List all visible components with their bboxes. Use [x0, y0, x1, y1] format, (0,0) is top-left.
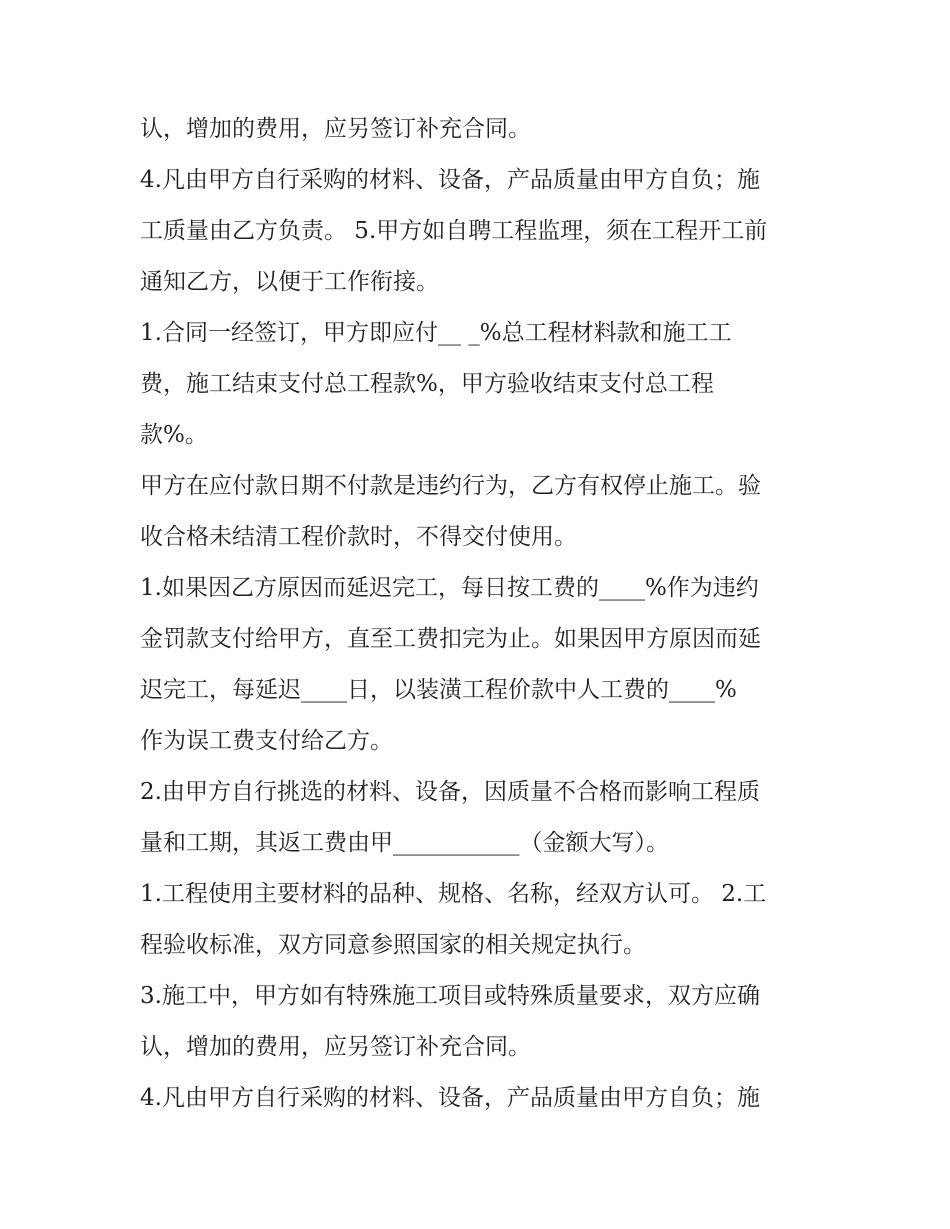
text-line: 1.工程使用主要材料的品种、规格、名称，经双方认可。 2.工 — [140, 881, 767, 907]
text-line: 迟完工，每延迟____日，以装潢工程价款中人工费的____% — [140, 677, 737, 703]
text-line: 费，施工结束支付总工程款%，甲方验收结束支付总工程 — [140, 371, 714, 397]
text-line: 收合格未结清工程价款时，不得交付使用。 — [140, 524, 577, 550]
text-line: 2.由甲方自行挑选的材料、设备，因质量不合格而影响工程质 — [140, 779, 760, 805]
text-line: 款%。 — [140, 422, 208, 448]
text-line: 4.凡由甲方自行采购的材料、设备，产品质量由甲方自负；施 — [140, 1085, 760, 1111]
text-line: 量和工期，其返工费由甲___________（金额大写）。 — [140, 830, 669, 856]
text-line: 金罚款支付给甲方，直至工费扣完为止。如果因甲方原因而延 — [140, 626, 761, 652]
document-body — [140, 104, 812, 1124]
text-line: 通知乙方，以便于工作衔接。 — [140, 269, 439, 295]
text-line: 甲方在应付款日期不付款是违约行为，乙方有权停止施工。验 — [140, 473, 761, 499]
text-line: 1.合同一经签订，甲方即应付__ _%总工程材料款和施工工 — [140, 320, 732, 346]
text-line: 认，增加的费用，应另签订补充合同。 — [140, 1034, 531, 1060]
text-line: 认，增加的费用，应另签订补充合同。 — [140, 116, 531, 142]
text-line: 3.施工中，甲方如有特殊施工项目或特殊质量要求，双方应确 — [140, 983, 760, 1009]
text-line: 1.如果因乙方原因而延迟完工，每日按工费的____%作为违约 — [140, 575, 759, 601]
text-line: 作为误工费支付给乙方。 — [140, 728, 393, 754]
text-line: 工质量由乙方负责。 5.甲方如自聘工程监理，须在工程开工前 — [140, 218, 768, 244]
text-line: 程验收标准，双方同意参照国家的相关规定执行。 — [140, 932, 646, 958]
text-line: 4.凡由甲方自行采购的材料、设备，产品质量由甲方自负；施 — [140, 167, 760, 193]
